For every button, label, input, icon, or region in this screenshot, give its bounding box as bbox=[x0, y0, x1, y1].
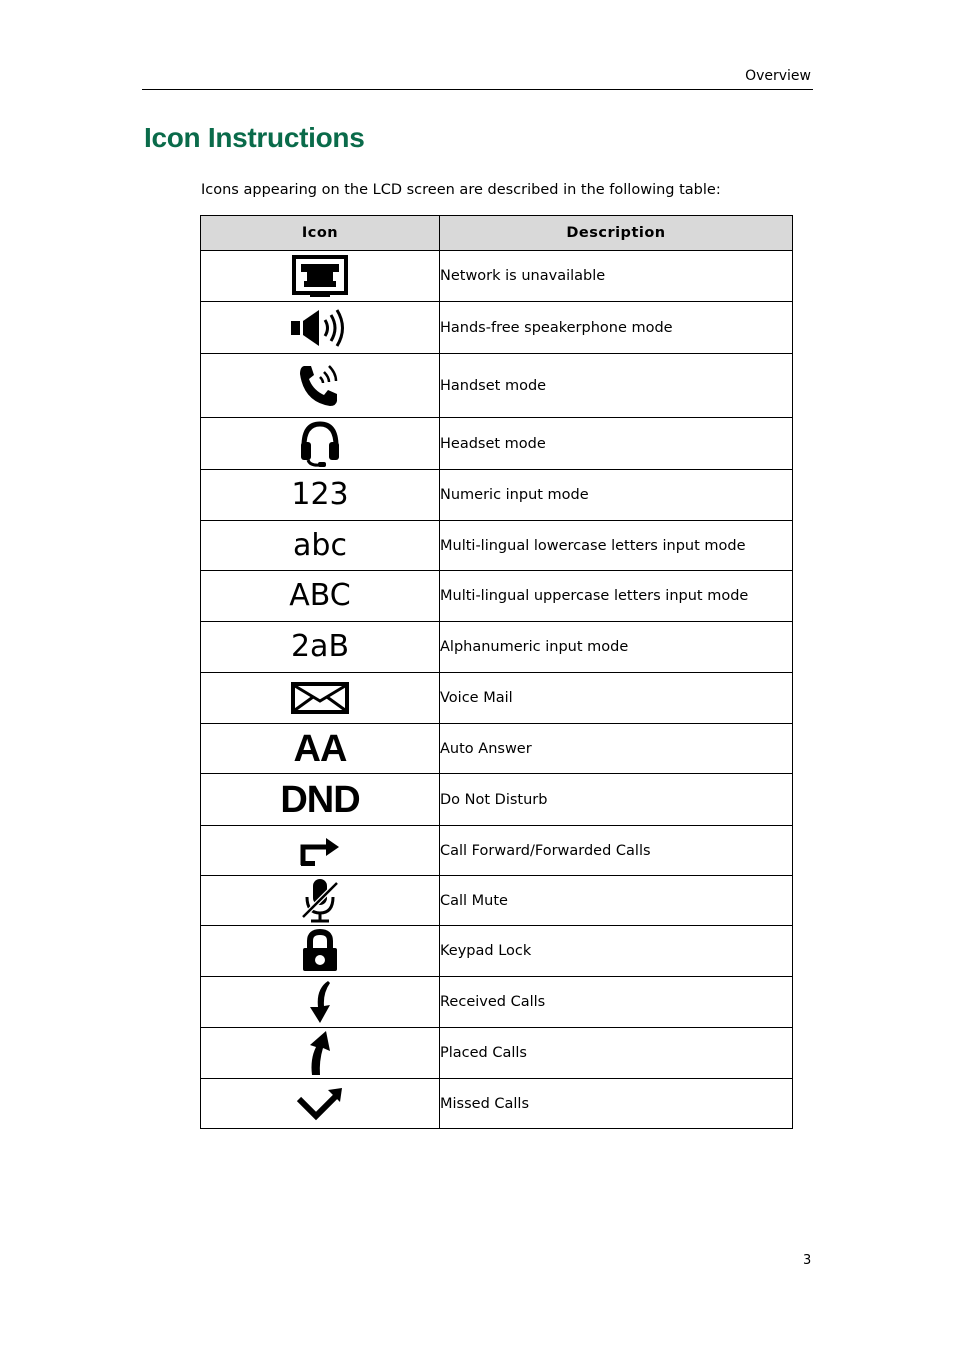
envelope-icon bbox=[291, 682, 349, 714]
table-row bbox=[201, 926, 793, 977]
padlock-icon bbox=[300, 929, 340, 973]
description-cell: Numeric input mode bbox=[440, 470, 793, 521]
table-row bbox=[201, 302, 793, 354]
icon-column-header: Icon bbox=[201, 216, 440, 251]
network-unavailable-icon bbox=[292, 255, 348, 297]
table-row bbox=[201, 826, 793, 876]
description-cell: Keypad Lock bbox=[440, 926, 793, 977]
received-arrow-icon bbox=[302, 979, 338, 1025]
description-cell: Alphanumeric input mode bbox=[440, 622, 793, 673]
running-header: Overview bbox=[745, 68, 811, 84]
dnd-icon: DND bbox=[280, 778, 360, 821]
call-forward-icon bbox=[298, 835, 342, 867]
auto-answer-icon: AA bbox=[293, 727, 347, 770]
table-row bbox=[201, 571, 793, 622]
numeric-icon: 123 bbox=[291, 477, 349, 512]
placed-arrow-icon bbox=[302, 1029, 338, 1077]
table-row bbox=[201, 774, 793, 826]
table-row bbox=[201, 1079, 793, 1129]
table-header-row bbox=[201, 216, 793, 251]
icon-table bbox=[200, 215, 793, 1129]
description-cell: Multi-lingual lowercase letters input mode bbox=[440, 521, 793, 571]
table-row bbox=[201, 876, 793, 926]
alphanumeric-icon: 2aB bbox=[290, 629, 350, 664]
table-row bbox=[201, 354, 793, 418]
intro-text: Icons appearing on the LCD screen are described in the following table: bbox=[201, 182, 721, 198]
table-row bbox=[201, 977, 793, 1028]
description-cell: Hands-free speakerphone mode bbox=[440, 302, 793, 354]
table-row bbox=[201, 622, 793, 673]
description-cell: Handset mode bbox=[440, 354, 793, 418]
description-cell: Auto Answer bbox=[440, 724, 793, 774]
muted-microphone-icon bbox=[299, 877, 341, 925]
header-rule bbox=[142, 89, 813, 90]
table-row bbox=[201, 673, 793, 724]
description-cell: Network is unavailable bbox=[440, 251, 793, 302]
table-row bbox=[201, 724, 793, 774]
description-cell: Placed Calls bbox=[440, 1028, 793, 1079]
missed-arrow-icon bbox=[295, 1086, 345, 1122]
description-cell: Call Forward/Forwarded Calls bbox=[440, 826, 793, 876]
page-title: Icon Instructions bbox=[144, 122, 365, 153]
description-cell: Headset mode bbox=[440, 418, 793, 470]
table-row bbox=[201, 251, 793, 302]
description-cell: Call Mute bbox=[440, 876, 793, 926]
lowercase-icon: abc bbox=[293, 527, 347, 563]
description-cell: Voice Mail bbox=[440, 673, 793, 724]
description-cell: Received Calls bbox=[440, 977, 793, 1028]
description-cell: Missed Calls bbox=[440, 1079, 793, 1129]
handset-icon bbox=[296, 362, 344, 410]
description-cell: Do Not Disturb bbox=[440, 774, 793, 826]
description-cell: Multi-lingual uppercase letters input mode bbox=[440, 571, 793, 622]
headset-icon bbox=[298, 420, 342, 468]
speaker-icon bbox=[289, 307, 351, 349]
description-column-header: Description bbox=[440, 216, 793, 251]
table-row bbox=[201, 470, 793, 521]
table-row bbox=[201, 1028, 793, 1079]
table-row bbox=[201, 418, 793, 470]
table-row bbox=[201, 521, 793, 571]
uppercase-icon: ABC bbox=[289, 578, 351, 613]
page-number: 3 bbox=[803, 1253, 812, 1268]
